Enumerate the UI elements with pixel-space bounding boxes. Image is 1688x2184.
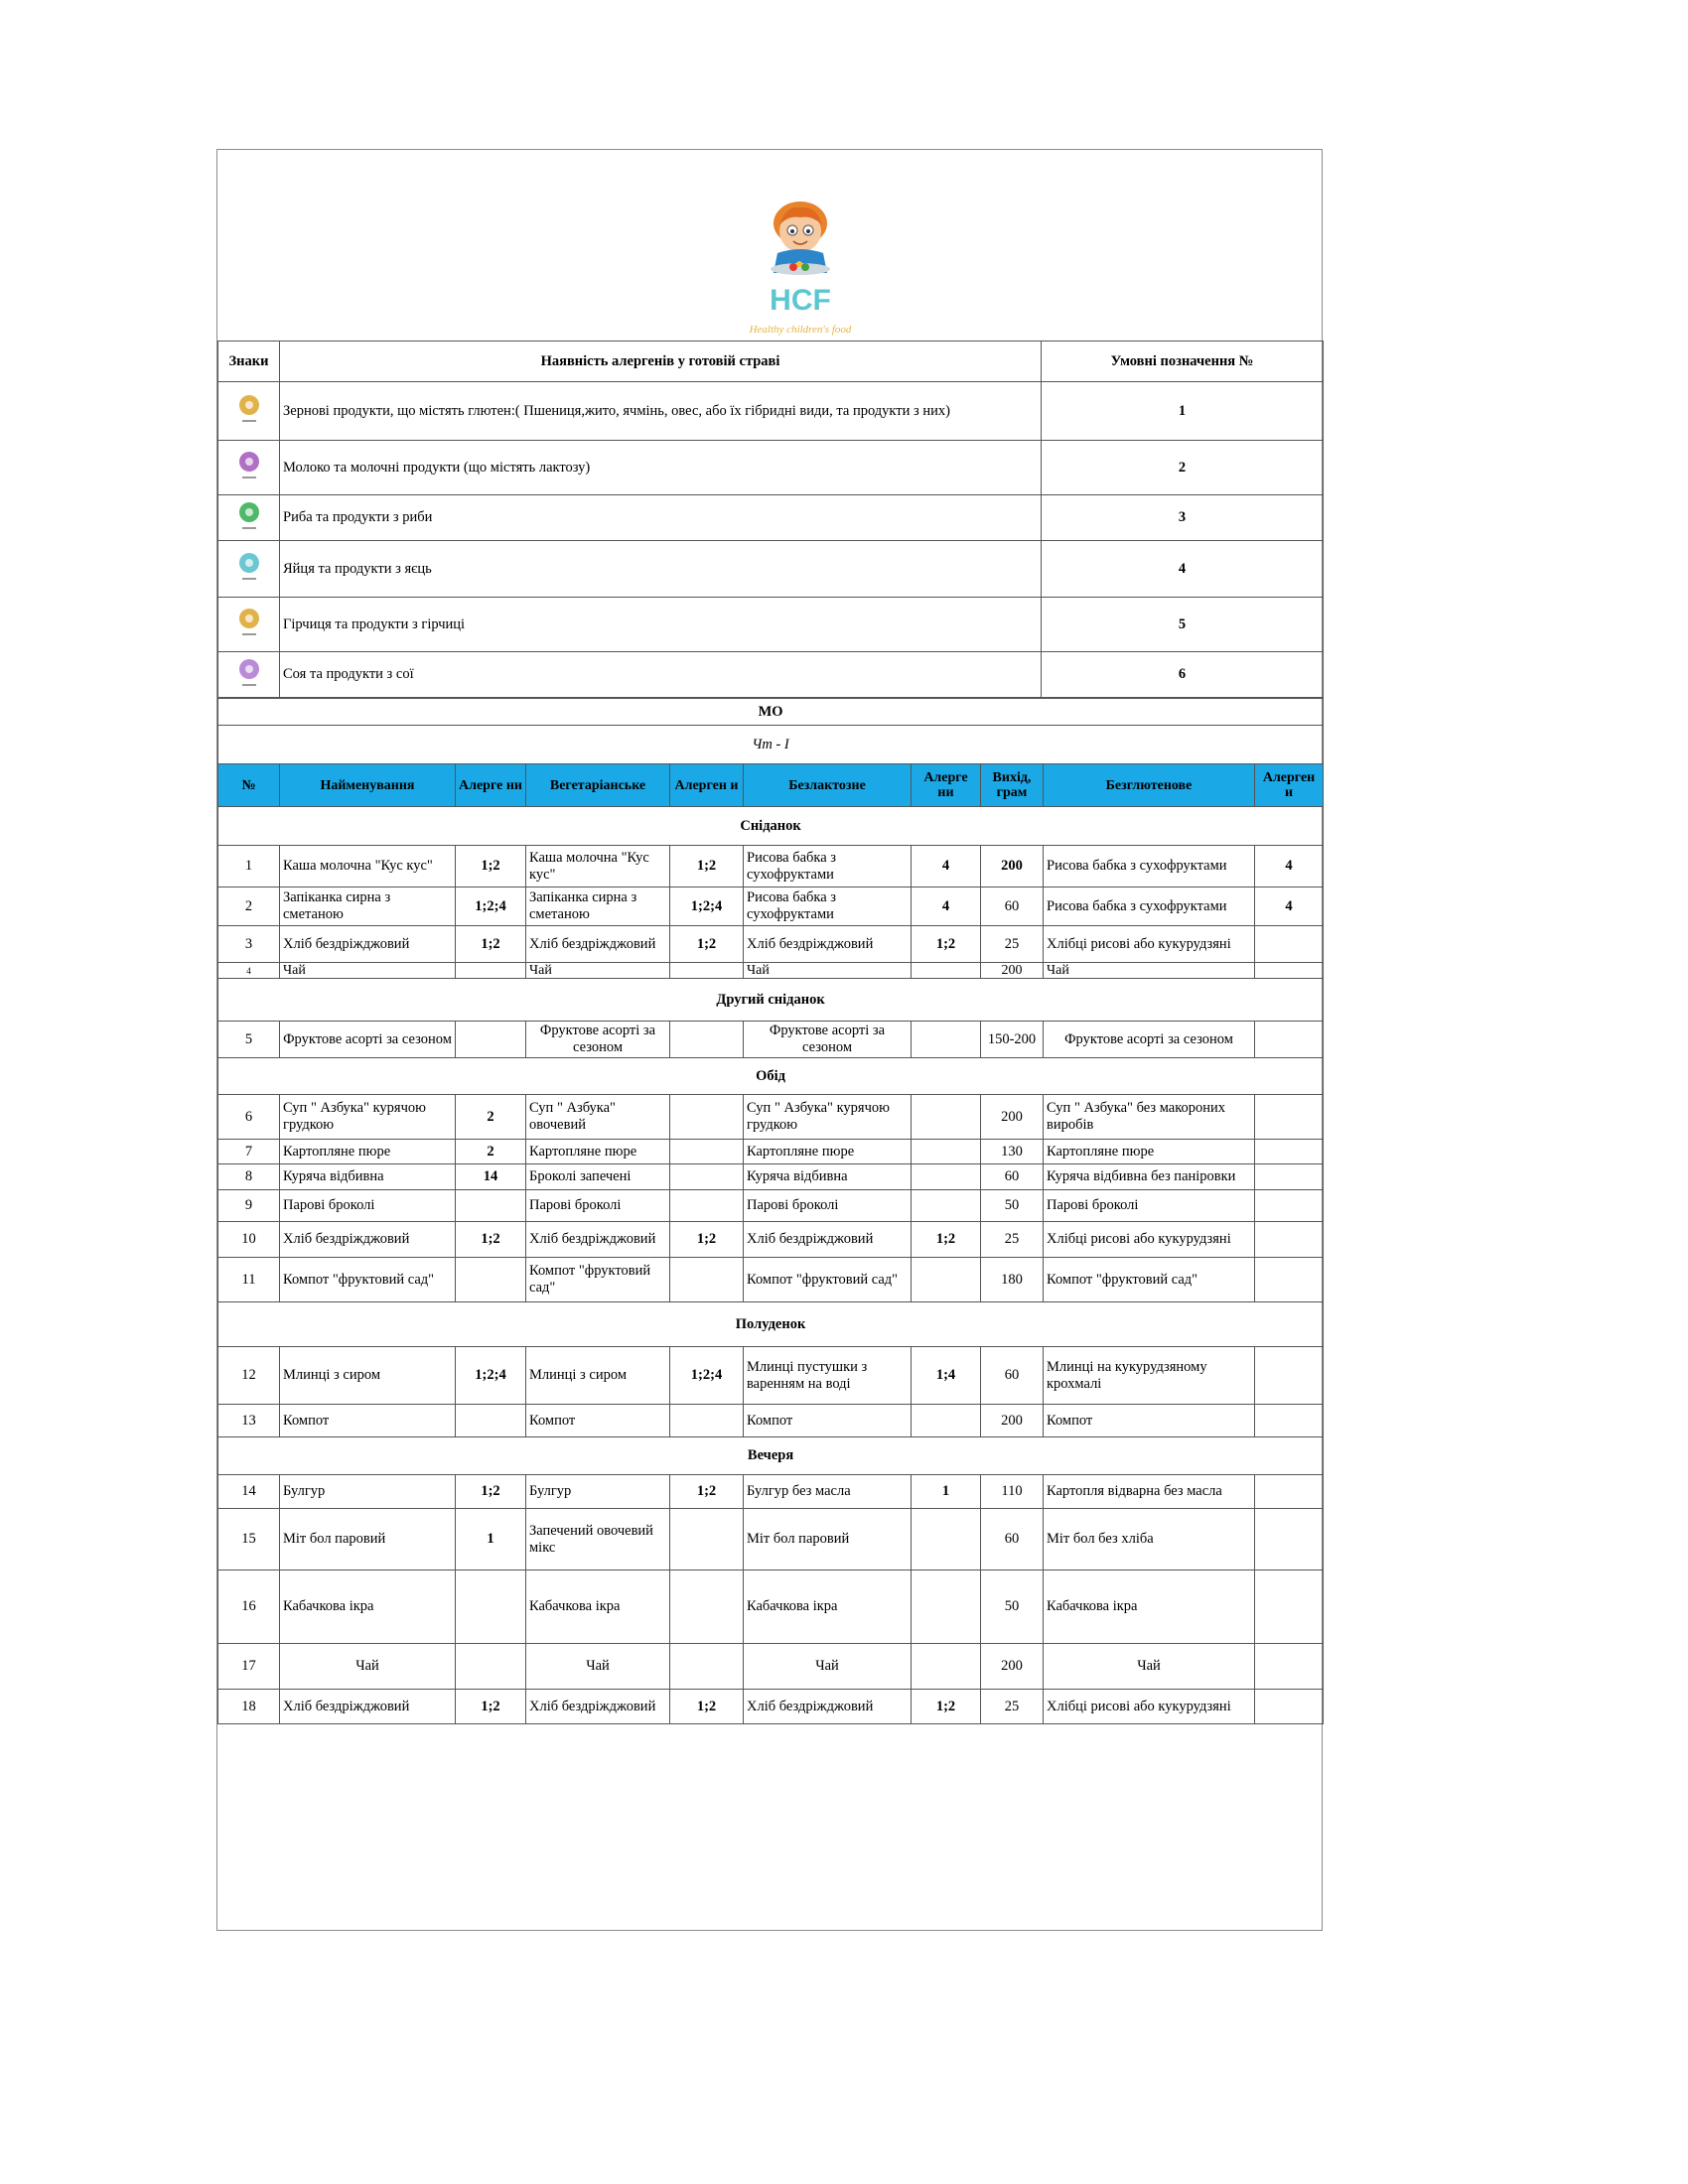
menu-row (218, 846, 1324, 887)
allergen-code: 5 (1042, 598, 1324, 652)
col-lactose-free-header: Безлактозне (744, 764, 912, 807)
meal-section-title: Полуденок (218, 1302, 1324, 1347)
meal-section-row (218, 807, 1324, 846)
col-lf-allergens-cell (912, 1022, 981, 1058)
col-name-cell: Запіканка сирна з сметаною (280, 887, 456, 926)
presence-header: Наявність алергенів у готовій страві (280, 341, 1042, 382)
col-number-cell: 2 (218, 887, 280, 926)
col-portion-cell: 130 (981, 1140, 1044, 1164)
allergen-description: Молоко та молочні продукти (що містять лактозу) (280, 441, 1042, 495)
col-veg-allergens-cell (670, 1164, 744, 1190)
col-vegetarian-cell: Чай (526, 1644, 670, 1690)
col-veg-allergens-cell: 1;2;4 (670, 887, 744, 926)
col-veg-allergens-cell: 1;2 (670, 926, 744, 963)
allergen-description: Зернові продукти, що містять глютен:( Пшениця,жито, ячмінь, овес, або їх гібридні види, та продукти з них) (280, 382, 1042, 441)
col-number-cell: 17 (218, 1644, 280, 1690)
col-number-cell: 10 (218, 1222, 280, 1258)
col-gluten-free-header: Безглютенове (1044, 764, 1255, 807)
col-gf-allergens-cell (1255, 1222, 1324, 1258)
col-veg-allergens-cell (670, 1258, 744, 1302)
col-number-cell: 15 (218, 1509, 280, 1570)
col-gluten-free-cell: Картопляне пюре (1044, 1140, 1255, 1164)
meal-section-title: Вечеря (218, 1437, 1324, 1475)
allergen-code: 2 (1042, 441, 1324, 495)
col-lf-allergens-cell (912, 1644, 981, 1690)
menu-row (218, 1690, 1324, 1724)
col-name-cell: Хліб бездріжджовий (280, 1690, 456, 1724)
allergen-code: 1 (1042, 382, 1324, 441)
col-name-cell: Куряча відбивна (280, 1164, 456, 1190)
col-gluten-free-cell: Хлібці рисові або кукурудзяні (1044, 1222, 1255, 1258)
col-gf-allergens-cell (1255, 926, 1324, 963)
allergen-row (218, 382, 1324, 441)
menu-table (217, 698, 1324, 1724)
col-portion-cell: 200 (981, 1644, 1044, 1690)
menu-row (218, 1405, 1324, 1437)
col-lactose-free-cell: Суп " Азбука" курячою грудкою (744, 1095, 912, 1140)
col-vegetarian-cell: Каша молочна "Кус кус" (526, 846, 670, 887)
col-portion-cell: 200 (981, 1095, 1044, 1140)
col-veg-allergens-header: Алерген и (670, 764, 744, 807)
col-veg-allergens-cell (670, 1140, 744, 1164)
col-gluten-free-cell: Парові броколі (1044, 1190, 1255, 1222)
col-name-cell: Хліб бездріжджовий (280, 1222, 456, 1258)
menu-sheet (216, 149, 1323, 1931)
col-lf-allergens-cell (912, 963, 981, 979)
col-gf-allergens-cell (1255, 1095, 1324, 1140)
col-lf-allergens-cell: 1;2 (912, 1222, 981, 1258)
col-lactose-free-cell: Куряча відбивна (744, 1164, 912, 1190)
col-lf-allergens-cell: 1;4 (912, 1347, 981, 1405)
allergen-table (217, 341, 1324, 698)
col-veg-allergens-cell (670, 1570, 744, 1644)
col-vegetarian-cell: Хліб бездріжджовий (526, 1690, 670, 1724)
col-vegetarian-cell: Кабачкова ікра (526, 1570, 670, 1644)
mustard-icon (236, 608, 262, 641)
allergen-row (218, 598, 1324, 652)
col-number-cell: 4 (218, 963, 280, 979)
col-number-cell: 13 (218, 1405, 280, 1437)
col-lactose-free-cell: Міт бол паровий (744, 1509, 912, 1570)
col-portion-cell: 200 (981, 963, 1044, 979)
col-veg-allergens-cell (670, 1405, 744, 1437)
col-lf-allergens-cell (912, 1140, 981, 1164)
menu-day: Чт - І (218, 726, 1324, 764)
col-number-cell: 7 (218, 1140, 280, 1164)
col-portion-cell: 60 (981, 1347, 1044, 1405)
col-portion-cell: 200 (981, 1405, 1044, 1437)
col-allergens-cell: 1;2 (456, 846, 526, 887)
col-vegetarian-cell: Булгур (526, 1475, 670, 1509)
col-veg-allergens-cell: 1;2 (670, 1475, 744, 1509)
col-allergens-cell: 1 (456, 1509, 526, 1570)
menu-row (218, 1222, 1324, 1258)
col-allergens-cell: 1;2;4 (456, 1347, 526, 1405)
col-lf-allergens-cell (912, 1095, 981, 1140)
col-allergens-cell (456, 1022, 526, 1058)
meal-section-title: Другий сніданок (218, 979, 1324, 1022)
eggs-icon (236, 552, 262, 586)
menu-row (218, 926, 1324, 963)
col-lf-allergens-cell (912, 1570, 981, 1644)
allergen-code: 3 (1042, 495, 1324, 541)
col-lactose-free-cell: Картопляне пюре (744, 1140, 912, 1164)
col-veg-allergens-cell (670, 1190, 744, 1222)
col-vegetarian-cell: Парові броколі (526, 1190, 670, 1222)
col-veg-allergens-cell: 1;2;4 (670, 1347, 744, 1405)
col-gf-allergens-cell (1255, 1190, 1324, 1222)
col-name-header: Найменування (280, 764, 456, 807)
col-name-cell: Булгур (280, 1475, 456, 1509)
col-veg-allergens-cell (670, 1509, 744, 1570)
allergen-icon-cell (218, 441, 280, 495)
col-allergens-cell (456, 1190, 526, 1222)
col-veg-allergens-cell: 1;2 (670, 846, 744, 887)
col-allergens-cell (456, 1570, 526, 1644)
col-vegetarian-cell: Фруктове асорті за сезоном (526, 1022, 670, 1058)
col-allergens-cell: 1;2;4 (456, 887, 526, 926)
col-lactose-free-cell: Хліб бездріжджовий (744, 926, 912, 963)
col-lf-allergens-cell: 1;2 (912, 1690, 981, 1724)
col-lf-allergens-cell (912, 1190, 981, 1222)
menu-row (218, 1509, 1324, 1570)
col-portion-cell: 60 (981, 1164, 1044, 1190)
col-gluten-free-cell: Міт бол без хліба (1044, 1509, 1255, 1570)
menu-row (218, 1347, 1324, 1405)
meal-section-row (218, 1302, 1324, 1347)
menu-title: МО (218, 699, 1324, 726)
col-gluten-free-cell: Компот (1044, 1405, 1255, 1437)
meal-section-row (218, 1058, 1324, 1095)
col-veg-allergens-cell: 1;2 (670, 1222, 744, 1258)
signs-header: Знаки (218, 341, 280, 382)
col-gf-allergens-header: Алерген и (1255, 764, 1324, 807)
col-number-cell: 1 (218, 846, 280, 887)
col-gf-allergens-cell (1255, 1405, 1324, 1437)
allergen-icon-cell (218, 382, 280, 441)
col-veg-allergens-cell (670, 1095, 744, 1140)
col-lf-allergens-cell (912, 1164, 981, 1190)
col-number-cell: 11 (218, 1258, 280, 1302)
col-portion-cell: 200 (981, 846, 1044, 887)
col-portion-header: Вихід, грам (981, 764, 1044, 807)
menu-row (218, 1164, 1324, 1190)
col-gluten-free-cell: Куряча відбивна без паніровки (1044, 1164, 1255, 1190)
col-vegetarian-cell: Хліб бездріжджовий (526, 1222, 670, 1258)
svg-text:Healthy children's food: Healthy children's food (749, 324, 852, 336)
col-gluten-free-cell: Суп " Азбука" без макороних виробів (1044, 1095, 1255, 1140)
meal-section-row (218, 1437, 1324, 1475)
col-allergens-cell: 1;2 (456, 926, 526, 963)
col-lactose-free-cell: Хліб бездріжджовий (744, 1222, 912, 1258)
legend-header: Умовні позначення № (1042, 341, 1324, 382)
col-name-cell: Млинці з сиром (280, 1347, 456, 1405)
col-lf-allergens-cell: 1 (912, 1475, 981, 1509)
allergen-description: Гірчиця та продукти з гірчиці (280, 598, 1042, 652)
col-portion-cell: 50 (981, 1570, 1044, 1644)
col-gf-allergens-cell (1255, 1644, 1324, 1690)
menu-row (218, 963, 1324, 979)
col-gluten-free-cell: Чай (1044, 1644, 1255, 1690)
col-gf-allergens-cell (1255, 1258, 1324, 1302)
menu-row (218, 1022, 1324, 1058)
hcf-logo (736, 188, 865, 337)
col-lactose-free-cell: Рисова бабка з сухофруктами (744, 887, 912, 926)
col-gluten-free-cell: Компот "фруктовий сад" (1044, 1258, 1255, 1302)
col-allergens-cell: 2 (456, 1140, 526, 1164)
col-gluten-free-cell: Фруктове асорті за сезоном (1044, 1022, 1255, 1058)
allergen-description: Риба та продукти з риби (280, 495, 1042, 541)
allergen-code: 4 (1042, 541, 1324, 598)
col-gf-allergens-cell (1255, 1140, 1324, 1164)
col-vegetarian-cell: Компот (526, 1405, 670, 1437)
grain-gluten-icon (236, 394, 262, 428)
col-veg-allergens-cell (670, 1644, 744, 1690)
meal-section-row (218, 979, 1324, 1022)
soy-icon (236, 658, 262, 692)
col-name-cell: Компот (280, 1405, 456, 1437)
col-portion-cell: 60 (981, 887, 1044, 926)
col-gluten-free-cell: Чай (1044, 963, 1255, 979)
menu-row (218, 1140, 1324, 1164)
col-lactose-free-cell: Булгур без масла (744, 1475, 912, 1509)
col-name-cell: Суп " Азбука" курячою грудкою (280, 1095, 456, 1140)
col-allergens-cell (456, 963, 526, 979)
col-gluten-free-cell: Млинці на кукурудзяному крохмалі (1044, 1347, 1255, 1405)
col-lf-allergens-cell: 4 (912, 887, 981, 926)
allergen-icon-cell (218, 541, 280, 598)
menu-row (218, 1095, 1324, 1140)
allergen-description: Яйця та продукти з яєць (280, 541, 1042, 598)
col-name-cell: Компот "фруктовий сад" (280, 1258, 456, 1302)
menu-row (218, 1190, 1324, 1222)
col-lactose-free-cell: Фруктове асорті за сезоном (744, 1022, 912, 1058)
allergen-row (218, 495, 1324, 541)
col-number-cell: 3 (218, 926, 280, 963)
allergen-icon-cell (218, 495, 280, 541)
col-gf-allergens-cell (1255, 1570, 1324, 1644)
col-gf-allergens-cell (1255, 1347, 1324, 1405)
col-lactose-free-cell: Млинці пустушки з варенням на воді (744, 1347, 912, 1405)
menu-row (218, 887, 1324, 926)
col-allergens-cell: 1;2 (456, 1222, 526, 1258)
col-gf-allergens-cell (1255, 1690, 1324, 1724)
col-gluten-free-cell: Хлібці рисові або кукурудзяні (1044, 1690, 1255, 1724)
col-vegetarian-cell: Картопляне пюре (526, 1140, 670, 1164)
col-number-cell: 9 (218, 1190, 280, 1222)
col-gluten-free-cell: Рисова бабка з сухофруктами (1044, 846, 1255, 887)
col-portion-cell: 180 (981, 1258, 1044, 1302)
col-gf-allergens-cell (1255, 1164, 1324, 1190)
col-number-cell: 12 (218, 1347, 280, 1405)
allergen-row (218, 541, 1324, 598)
allergen-code: 6 (1042, 652, 1324, 698)
col-vegetarian-cell: Компот "фруктовий сад" (526, 1258, 670, 1302)
col-lf-allergens-cell: 1;2 (912, 926, 981, 963)
col-lactose-free-cell: Компот (744, 1405, 912, 1437)
col-name-cell: Хліб бездріжджовий (280, 926, 456, 963)
col-lf-allergens-cell (912, 1258, 981, 1302)
col-allergens-cell: 1;2 (456, 1690, 526, 1724)
col-lactose-free-cell: Чай (744, 1644, 912, 1690)
col-veg-allergens-cell (670, 1022, 744, 1058)
col-lf-allergens-header: Алерге ни (912, 764, 981, 807)
col-portion-cell: 25 (981, 926, 1044, 963)
fish-icon (236, 501, 262, 535)
col-name-cell: Картопляне пюре (280, 1140, 456, 1164)
col-gf-allergens-cell (1255, 963, 1324, 979)
col-allergens-header: Алерге ни (456, 764, 526, 807)
milk-icon (236, 451, 262, 484)
col-vegetarian-cell: Хліб бездріжджовий (526, 926, 670, 963)
col-number-cell: 8 (218, 1164, 280, 1190)
col-gf-allergens-cell: 4 (1255, 887, 1324, 926)
col-vegetarian-header: Вегетаріанське (526, 764, 670, 807)
col-vegetarian-cell: Суп " Азбука" овочевий (526, 1095, 670, 1140)
col-portion-cell: 110 (981, 1475, 1044, 1509)
col-number-header: № (218, 764, 280, 807)
col-gluten-free-cell: Рисова бабка з сухофруктами (1044, 887, 1255, 926)
col-portion-cell: 25 (981, 1222, 1044, 1258)
logo-area (217, 150, 1322, 341)
col-vegetarian-cell: Чай (526, 963, 670, 979)
allergen-description: Соя та продукти з сої (280, 652, 1042, 698)
menu-row (218, 1258, 1324, 1302)
col-veg-allergens-cell (670, 963, 744, 979)
meal-section-title: Сніданок (218, 807, 1324, 846)
col-portion-cell: 25 (981, 1690, 1044, 1724)
col-allergens-cell (456, 1405, 526, 1437)
col-gf-allergens-cell (1255, 1022, 1324, 1058)
col-portion-cell: 60 (981, 1509, 1044, 1570)
meal-section-title: Обід (218, 1058, 1324, 1095)
col-number-cell: 16 (218, 1570, 280, 1644)
col-number-cell: 14 (218, 1475, 280, 1509)
allergen-row (218, 652, 1324, 698)
allergen-icon-cell (218, 598, 280, 652)
col-vegetarian-cell: Броколі запечені (526, 1164, 670, 1190)
col-gluten-free-cell: Картопля відварна без масла (1044, 1475, 1255, 1509)
col-name-cell: Чай (280, 963, 456, 979)
col-number-cell: 5 (218, 1022, 280, 1058)
col-allergens-cell (456, 1258, 526, 1302)
col-gluten-free-cell: Кабачкова ікра (1044, 1570, 1255, 1644)
allergen-row (218, 441, 1324, 495)
col-gf-allergens-cell (1255, 1475, 1324, 1509)
col-vegetarian-cell: Млинці з сиром (526, 1347, 670, 1405)
col-allergens-cell: 14 (456, 1164, 526, 1190)
col-lactose-free-cell: Кабачкова ікра (744, 1570, 912, 1644)
col-name-cell: Фруктове асорті за сезоном (280, 1022, 456, 1058)
menu-row (218, 1644, 1324, 1690)
col-gluten-free-cell: Хлібці рисові або кукурудзяні (1044, 926, 1255, 963)
col-vegetarian-cell: Запечений овочевий мікс (526, 1509, 670, 1570)
col-name-cell: Чай (280, 1644, 456, 1690)
col-lf-allergens-cell (912, 1405, 981, 1437)
allergen-icon-cell (218, 652, 280, 698)
col-allergens-cell: 1;2 (456, 1475, 526, 1509)
col-lf-allergens-cell (912, 1509, 981, 1570)
col-name-cell: Міт бол паровий (280, 1509, 456, 1570)
col-lactose-free-cell: Парові броколі (744, 1190, 912, 1222)
col-lf-allergens-cell: 4 (912, 846, 981, 887)
col-lactose-free-cell: Рисова бабка з сухофруктами (744, 846, 912, 887)
col-name-cell: Парові броколі (280, 1190, 456, 1222)
col-gf-allergens-cell (1255, 1509, 1324, 1570)
col-name-cell: Каша молочна "Кус кус" (280, 846, 456, 887)
menu-row (218, 1570, 1324, 1644)
menu-row (218, 1475, 1324, 1509)
col-number-cell: 18 (218, 1690, 280, 1724)
col-lactose-free-cell: Хліб бездріжджовий (744, 1690, 912, 1724)
col-lactose-free-cell: Чай (744, 963, 912, 979)
col-lactose-free-cell: Компот "фруктовий сад" (744, 1258, 912, 1302)
col-vegetarian-cell: Запіканка сирна з сметаною (526, 887, 670, 926)
col-allergens-cell (456, 1644, 526, 1690)
col-portion-cell: 150-200 (981, 1022, 1044, 1058)
col-allergens-cell: 2 (456, 1095, 526, 1140)
col-gf-allergens-cell: 4 (1255, 846, 1324, 887)
col-number-cell: 6 (218, 1095, 280, 1140)
col-name-cell: Кабачкова ікра (280, 1570, 456, 1644)
col-portion-cell: 50 (981, 1190, 1044, 1222)
svg-text:HCF: HCF (770, 284, 831, 317)
col-veg-allergens-cell: 1;2 (670, 1690, 744, 1724)
